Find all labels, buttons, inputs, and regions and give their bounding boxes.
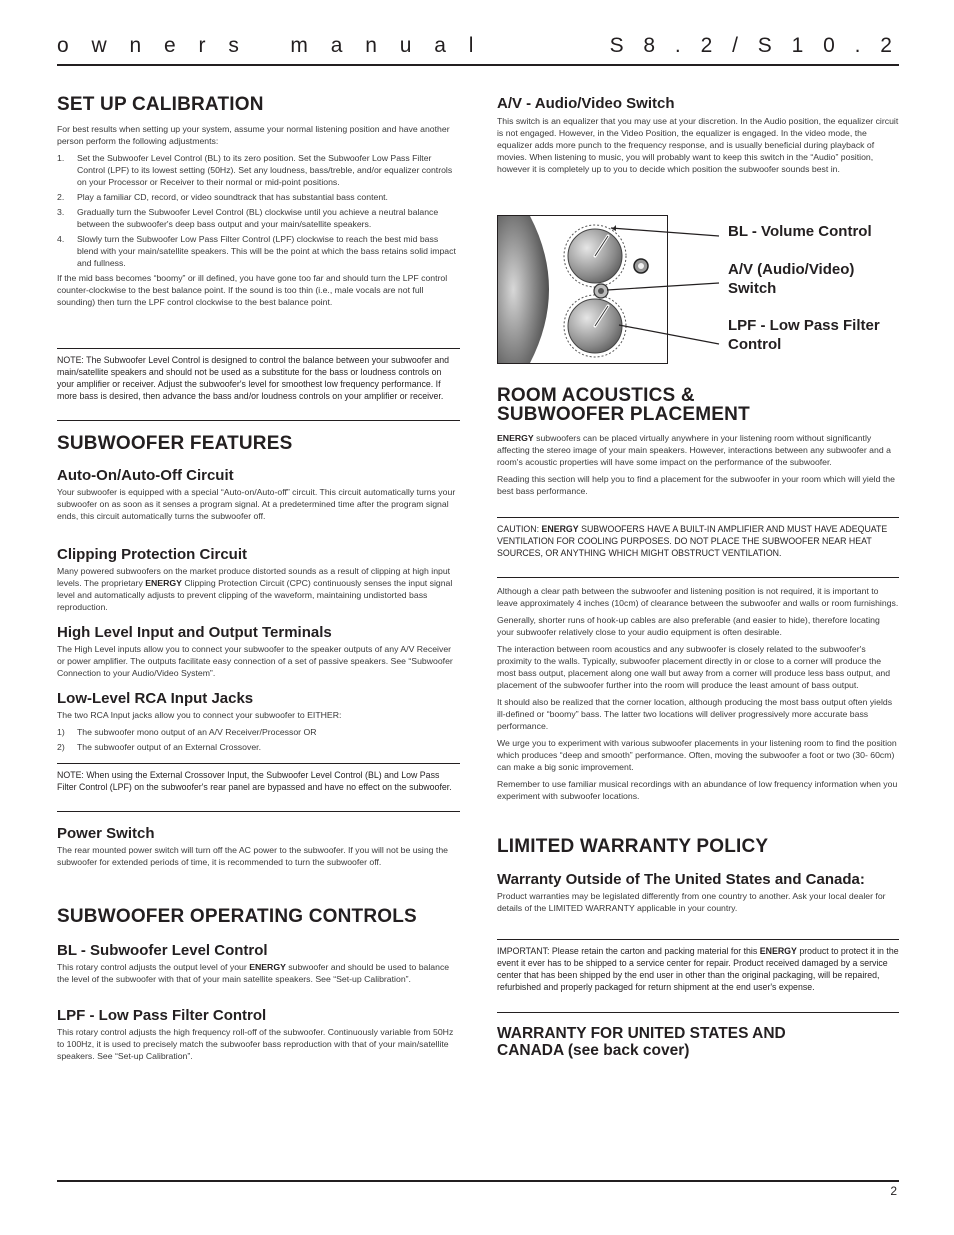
lpf-callout-label: LPF - Low Pass Filter Control	[728, 317, 880, 353]
bl-text	[57, 961, 460, 985]
brand-name: ENERGY	[541, 524, 579, 534]
rca-item-text: The subwoofer output of an External Crossover.	[77, 742, 261, 752]
caution-divider-top	[497, 517, 899, 518]
room-title-line2: SUBWOOFER PLACEMENT	[497, 404, 750, 425]
rca-list-item	[57, 741, 460, 753]
room-para-8: Remember to use familiar musical recordings with an abundance of low frequency information when you experiment with subwoofer locations.	[497, 779, 898, 801]
lpf-text: This rotary control adjusts the high frequency roll-off of the subwoofer. Continuously variable from 50Hz to 100Hz, it is used to precisely match the subwoofer bass reproduction with that of your main/satellite speakers. See “Set-up Calibration”.	[57, 1027, 454, 1061]
setup-note-box	[57, 354, 460, 402]
brand-name: ENERGY	[145, 578, 182, 588]
step-text: Set the Subwoofer Level Control (BL) to its zero position. Set the Subwoofer Low Pass Filter Control (LPF) to its lowest setting (50Hz). Set any loudness, bass/treble, and/or equalizer controls on your Processor or Receiver to their normal or mid-point positions.	[77, 153, 453, 187]
room-heading	[497, 386, 899, 424]
rca-item-number: 2)	[57, 742, 65, 752]
av-callout-label: A/V (Audio/Video) Switch	[728, 261, 855, 297]
warranty-heading	[497, 837, 899, 856]
setup-step	[57, 206, 460, 230]
step-text: Play a familiar CD, record, or video soundtrack that has substantial bass content.	[77, 192, 388, 202]
clipping-section	[57, 546, 460, 613]
lpf-section	[57, 1007, 460, 1062]
important-text-pre: IMPORTANT: Please retain the carton and packing material for this	[497, 946, 760, 956]
setup-body	[57, 123, 460, 308]
caution-label: CAUTION:	[497, 524, 542, 534]
clipping-text-pre: Many powered subwoofers on the market produce distorted sounds as a result of clipping at high input levels. The proprietary	[57, 566, 451, 588]
room-para-7: We urge you to experiment with various subwoofer placements in your listening room to find the position which produces “deep and smooth” performance. Often, moving the subwoofer a foot or two (30- 60cm) can make a big sonic improvement.	[497, 738, 897, 772]
note-divider-bottom	[57, 420, 460, 421]
warranty-us-country: CANADA	[497, 1042, 564, 1059]
running-header-model: S 8 . 2 / S 1 0 . 2	[609, 34, 899, 57]
high-level-title: High Level Input and Output Terminals	[57, 624, 332, 641]
setup-note: NOTE: The Subwoofer Level Control is designed to control the balance between your subwoofer and main/satellite speakers and should not be used as a substitute for the bass or loudness controls on your amplifier or receiver. Adjust the subwoofer's level for smoothest low frequency performance. If more bass is desired, then advance the bass and/or loudness controls on your amplifier or receiver.	[57, 355, 450, 401]
warranty-outside-section	[497, 871, 899, 914]
running-header-title: o w n e r s m a n u a l	[57, 34, 482, 57]
important-text-post: product to protect it in the event it ever has to be shipped to a service center for repair. Product received damaged by a service center that has been shipped by the end user in other than the original packaging, will be repaired, refurbished and properly packaged for return shipment at the end user's expense.	[497, 946, 899, 992]
step-number: 4.	[57, 234, 65, 244]
rca-list	[57, 726, 460, 753]
header-divider	[57, 64, 899, 66]
room-intro	[497, 432, 899, 497]
setup-step	[57, 191, 460, 203]
footer-divider	[57, 1180, 899, 1182]
step-number: 3.	[57, 207, 65, 217]
features-title: SUBWOOFER FEATURES	[57, 433, 293, 454]
setup-steps	[57, 152, 460, 269]
room-para-3: Although a clear path between the subwoofer and listening position is not required, it is important to leave approximately 4 inches (10cm) of clearance between the subwoofer and walls or room furnishings.	[497, 586, 899, 608]
caution-body: SUBWOOFERS HAVE A BUILT-IN AMPLIFIER AND MUST HAVE ADEQUATE VENTILATION FOR COOLING PURPOSES. DO NOT PLACE THE SUBWOOFER NEAR HEAT SOURCES, OR ANYTHING WHICH MIGHT OBSTRUCT VENTILATION.	[497, 524, 888, 558]
important-box	[497, 945, 899, 993]
power-section	[57, 825, 460, 868]
bl-title: BL - Subwoofer Level Control	[57, 942, 268, 959]
rca-note: NOTE: When using the External Crossover Input, the Subwoofer Level Control (BL) and Low Pass Filter Control (LPF) on the subwoofer's rear panel are bypassed and have no effect on the subwoofer.	[57, 770, 452, 792]
step-number: 2.	[57, 192, 65, 202]
step-text: Gradually turn the Subwoofer Level Control (BL) clockwise until you achieve a neutral balance between the subwoofer's deep bass output and your main/satellite speakers.	[77, 207, 439, 229]
brand-name: ENERGY	[759, 946, 797, 956]
room-title-line1: ROOM ACOUSTICS &	[497, 385, 695, 406]
warranty-us-line2	[497, 1042, 899, 1059]
setup-step	[57, 152, 460, 188]
warranty-us-line1: WARRANTY FOR UNITED STATES AND	[497, 1025, 786, 1042]
caution-text	[497, 523, 899, 559]
room-para-6: It should also be realized that the corner location, although producing the most bass output often yields ill-defined or “boomy” bass. The latter two locations will deliver progressively more accurate bass performance.	[497, 697, 893, 731]
bl-callout-label: BL - Volume Control	[728, 223, 872, 240]
setup-title: SET UP CALIBRATION	[57, 94, 264, 115]
controls-heading	[57, 907, 460, 926]
high-level-section	[57, 624, 460, 679]
note-divider-top	[57, 348, 460, 349]
room-para-1	[497, 432, 899, 468]
room-para-4: Generally, shorter runs of hook-up cables are also preferable (and easier to hide), therefore locating your subwoofer relatively close to your audio equipment is often desirable.	[497, 615, 880, 637]
clipping-text-post: Clipping Protection Circuit (CPC) continuously senses the input signal level and automatically adjusts to prevent clipping of the waveform, maintaining undistorted bass reproduction.	[57, 578, 453, 612]
brand-name: ENERGY	[497, 433, 534, 443]
rca-note-box	[57, 769, 460, 793]
high-level-text: The High Level inputs allow you to connect your subwoofer to the speaker outputs of any A/V Receiver or power amplifier. The outputs facilitate easy connection of a set of passive speakers. See “Subwoofer Connection to your Audio/Video System”.	[57, 644, 453, 678]
lpf-title: LPF - Low Pass Filter Control	[57, 1007, 267, 1024]
room-para-2: Reading this section will help you to find a placement for the subwoofer in your room which will yield the best bass performance.	[497, 474, 895, 496]
bl-leader-line	[611, 228, 719, 236]
rca-text: The two RCA Input jacks allow you to connect your subwoofer to EITHER:	[57, 710, 342, 720]
caution-divider-bottom	[497, 577, 899, 578]
auto-text: Your subwoofer is equipped with a special “Auto-on/Auto-off” circuit. This circuit automatically turns your subwoofer on as soon as it senses a program signal. At a predetermined time after the program signal ends, this circuit automatically turns the subwoofer off.	[57, 487, 456, 521]
room-body	[497, 585, 899, 802]
features-heading	[57, 434, 460, 453]
clipping-text	[57, 565, 460, 613]
important-divider-bottom	[497, 1012, 899, 1013]
bl-text-post: subwoofer and should be used to balance the level of the subwoofer with that of your main satellite speakers. See “Set-up Calibration”.	[57, 962, 450, 984]
clipping-title: Clipping Protection Circuit	[57, 546, 247, 563]
rca-list-item	[57, 726, 460, 738]
auto-title: Auto-On/Auto-Off Circuit	[57, 467, 234, 484]
av-text: This switch is an equalizer that you may use at your discretion. In the Audio position, the equalizer circuit is not engaged. However, in the Video Position, the equalizer is engaged. In the video mode, the equalizer adds more punch to the frequency response, and is usually beneficial during playback of movies. When listening to music, you will probably want to keep this switch in the “Audio” position, however it is completely up to you to decide which position the subwoofer sounds best in.	[497, 116, 899, 174]
page-number: 2	[890, 1184, 897, 1198]
rca-note-divider-top	[57, 763, 460, 764]
important-divider-top	[497, 939, 899, 940]
av-section	[497, 95, 899, 175]
controls-title: SUBWOOFER OPERATING CONTROLS	[57, 906, 417, 927]
setup-after: If the mid bass becomes “boomy” or ill defined, you have gone too far and should turn the LPF control counter-clockwise to the best balance point. If the sound is too thin (i.e., male vocals are not full sounding) then turn the LPF control clockwise to the best balance point.	[57, 273, 448, 307]
warranty-us-note: (see back cover)	[563, 1042, 690, 1059]
power-title: Power Switch	[57, 825, 155, 842]
av-title: A/V - Audio/Video Switch	[497, 95, 675, 112]
room-para-5: The interaction between room acoustics and any subwoofer is closely related to the subwoofer's proximity to the walls. Typically, subwoofer placement directly in or close to a corner will produce the most bass output, placement along one wall but away from a corner will produce less bass output, and placement of the subwoofer further into the room will produce the least amount of bass output.	[497, 644, 891, 690]
lpf-leader-line	[619, 325, 719, 344]
room-para-1-text: subwoofers can be placed virtually anywhere in your listening room without significantly affecting the stereo image of your main speakers. However, interactions between any subwoofer and a room's acoustic properties will have some impact on the performance of the subwoofer.	[497, 433, 891, 467]
warranty-us-heading	[497, 1025, 899, 1059]
warranty-title: LIMITED WARRANTY POLICY	[497, 836, 769, 857]
bl-section	[57, 942, 460, 985]
rca-title: Low-Level RCA Input Jacks	[57, 690, 254, 707]
step-text: Slowly turn the Subwoofer Low Pass Filter Control (LPF) clockwise to reach the best mid bass blend with your main/satellite speakers. This will be the point at which the bass retains solid impact and fullness.	[77, 234, 456, 268]
bl-text-pre: This rotary control adjusts the output level of your	[57, 962, 250, 972]
av-leader-line	[607, 283, 719, 290]
caution-box	[497, 523, 899, 559]
power-text: The rear mounted power switch will turn off the AC power to the subwoofer. If you will not be using the subwoofer for extended periods of time, it is recommended to turn the subwoofer off.	[57, 845, 448, 867]
setup-step	[57, 233, 460, 269]
step-number: 1.	[57, 153, 65, 163]
rca-note-divider-bottom	[57, 811, 460, 812]
brand-name: ENERGY	[249, 962, 286, 972]
auto-section	[57, 467, 460, 522]
setup-section	[57, 95, 460, 114]
important-text	[497, 945, 899, 993]
setup-intro: For best results when setting up your system, assume your normal listening position and have another person perform the following adjustments:	[57, 124, 450, 146]
warranty-outside-text: Product warranties may be legislated differently from one country to another. Ask your local dealer for details of the LIMITED WARRANTY applicable in your country.	[497, 891, 886, 913]
rca-section	[57, 690, 460, 756]
rca-item-number: 1)	[57, 727, 65, 737]
rca-item-text: The subwoofer mono output of an A/V Receiver/Processor OR	[77, 727, 317, 737]
warranty-outside-title: Warranty Outside of The United States and Canada:	[497, 871, 865, 888]
